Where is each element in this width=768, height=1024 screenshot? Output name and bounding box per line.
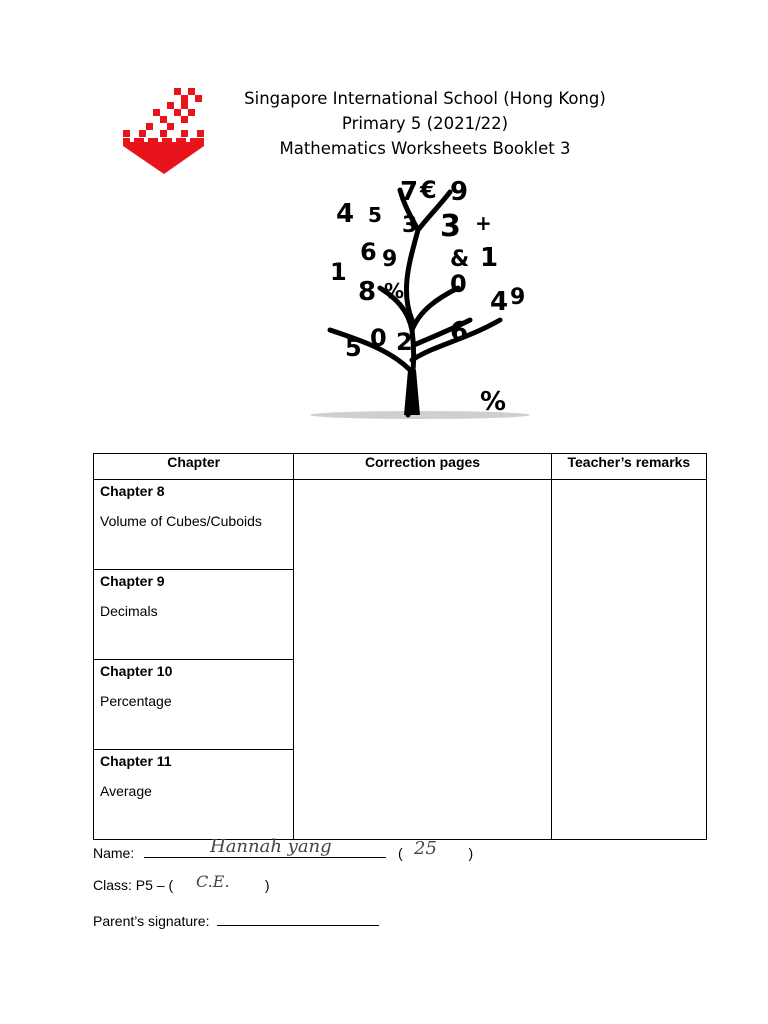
school-name: Singapore International School (Hong Kong) [244, 89, 606, 108]
chapter-cell [94, 660, 294, 750]
chapter-topic: Average [100, 783, 152, 799]
class-handwriting: C.E. [196, 872, 230, 891]
header-teachers-remarks: Teacher’s remarks [551, 454, 706, 480]
correction-pages-cell [294, 480, 551, 840]
svg-text:1: 1 [330, 258, 347, 286]
grade-year: Primary 5 (2021/22) [341, 114, 509, 133]
chapter-number: Chapter 9 [100, 573, 165, 589]
svg-text:9: 9 [450, 177, 469, 207]
chapter-number: Chapter 10 [100, 663, 173, 679]
class-label: Class: P5 – ( [93, 877, 174, 893]
svg-text:0: 0 [370, 324, 387, 352]
table-header-row [94, 454, 707, 480]
svg-text:6: 6 [360, 238, 377, 266]
svg-text:5: 5 [345, 334, 362, 362]
parent-signature-field[interactable] [217, 911, 379, 926]
svg-text:%: % [384, 279, 405, 303]
svg-text:&: & [450, 247, 470, 272]
register-close: ) [468, 845, 474, 861]
svg-text:2: 2 [396, 328, 413, 356]
svg-text:3: 3 [440, 209, 461, 244]
svg-text:8: 8 [358, 277, 377, 307]
parent-signature-line [93, 911, 379, 929]
chapter-cell [94, 570, 294, 660]
table-row [94, 480, 707, 570]
svg-text:4: 4 [490, 287, 509, 317]
name-label: Name: [93, 845, 135, 861]
chapter-topic: Percentage [100, 693, 172, 709]
svg-text:€: € [420, 176, 437, 204]
register-open: ( [398, 845, 403, 861]
svg-text:1: 1 [480, 243, 499, 273]
document-title [190, 86, 660, 161]
svg-text:9: 9 [510, 285, 526, 310]
math-tree-illustration [300, 170, 540, 420]
chapter-number: Chapter 11 [100, 753, 172, 769]
svg-text:%: % [480, 387, 507, 417]
chapter-cell [94, 750, 294, 840]
svg-text:5: 5 [368, 203, 382, 227]
register-handwriting: 25 [414, 838, 437, 859]
svg-text:0: 0 [450, 270, 467, 298]
header-chapter: Chapter [94, 454, 294, 480]
header-correction-pages: Correction pages [294, 454, 551, 480]
parent-signature-label: Parent’s signature: [93, 913, 210, 929]
svg-text:4: 4 [336, 199, 355, 229]
chapter-topic: Decimals [100, 603, 158, 619]
chapter-cell [94, 480, 294, 570]
svg-text:3: 3 [402, 213, 418, 238]
booklet-title: Mathematics Worksheets Booklet 3 [279, 139, 571, 158]
class-close: ) [264, 877, 270, 893]
teachers-remarks-cell [551, 480, 706, 840]
svg-text:6: 6 [450, 317, 469, 347]
svg-text:+: + [475, 211, 492, 235]
name-handwriting: Hannah yang [210, 836, 332, 857]
class-line [93, 877, 270, 893]
svg-text:9: 9 [382, 247, 398, 272]
svg-text:7: 7 [400, 177, 419, 207]
chapter-topic: Volume of Cubes/Cuboids [100, 513, 262, 529]
chapter-table [93, 453, 707, 840]
chapter-number: Chapter 8 [100, 483, 165, 499]
